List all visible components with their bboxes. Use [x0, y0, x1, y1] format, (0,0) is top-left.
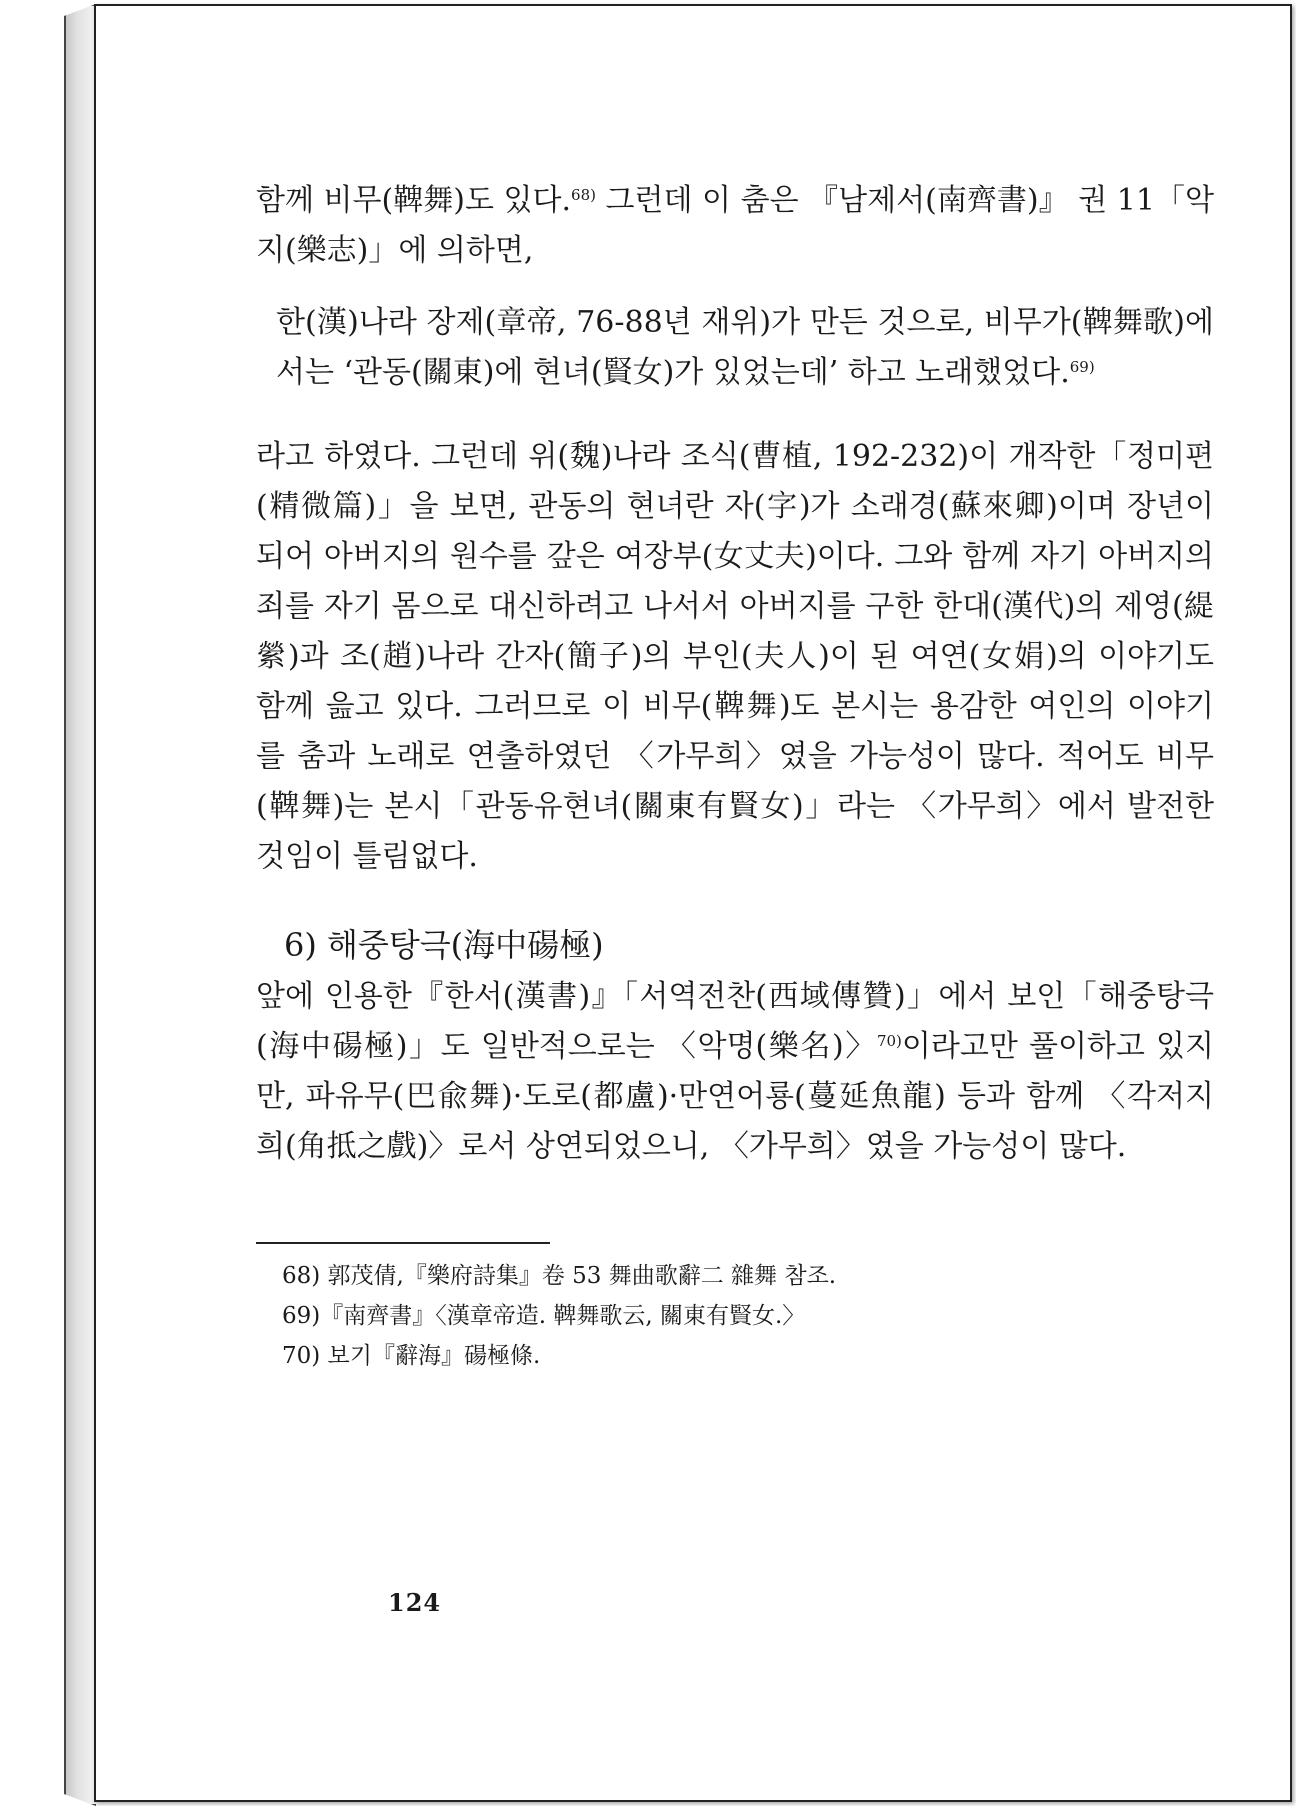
footnote-ref-69: 69) — [1069, 358, 1095, 376]
block-quote — [276, 298, 1214, 398]
footnote-ref-70: 70) — [876, 1032, 902, 1050]
footnote-70: 70) 보기『辭海』碭極條. — [282, 1343, 541, 1369]
paragraph-2: 라고 하였다. 그런데 위(魏)나라 조식(曹植, 192-232)이 개작한「정미편(精微篇)」을 보면, 관동의 현녀란 자(字)가 소래경(蘇來卿)이며 장년이 되어 아버지의 원수를 갚은 여장부(女丈夫)이다. 그와 함께 자기 아버지의 죄를 자기 몸으로 대신하려고 나서서 아버지를 구한 한대(漢代)의 제영(緹縈)과 조(趙)나라 간자(簡子)의 부인(夫人)이 된 여연(女娟)의 이야기도 함께 읊고 있다. 그러므로 이 비무(鞞舞)도 본시는 용감한 여인의 이야기를 춤과 노래로 연출하였던 〈가무희〉였을 가능성이 많다. 적어도 비무(鞞舞)는 본시「관동유현녀(關東有賢女)」라는 〈가무희〉에서 발전한 것임이 틀림없다. — [256, 439, 1214, 874]
book-page — [94, 4, 1292, 1802]
page-number: 124 — [388, 1588, 442, 1617]
footnotes — [282, 1256, 1214, 1376]
paragraph-3-text-a: 앞에 인용한『한서(漢書)』「서역전찬(西域傳贊)」에서 보인「해중탕극(海中碭極)」도 일반적으로는 〈악명(樂名)〉 — [256, 979, 1214, 1064]
block-quote-text: 한(漢)나라 장제(章帝, 76-88년 재위)가 만든 것으로, 비무가(鞞舞歌)에서는 ‘관동(關東)에 현녀(賢女)가 있었는데’ 하고 노래했었다. — [276, 305, 1214, 390]
page-body — [256, 176, 1214, 1376]
paragraph-3 — [256, 972, 1214, 1172]
paragraph-1-text-a: 함께 비무(鞞舞)도 있다. — [256, 183, 572, 218]
paragraph-1-text-b: 그런데 이 춤은 『남제서(南齊書)』 권 11「악지(樂志)」에 의하면, — [256, 183, 1214, 268]
footnote-68: 68) 郭茂倩,『樂府詩集』卷 53 舞曲歌辭二 雜舞 참조. — [282, 1263, 837, 1289]
paragraph-3-text-b: 이라고만 풀이하고 있지만, 파유무(巴兪舞)·도로(都盧)·만연어룡(蔓延魚龍) 등과 함께 〈각저지희(角抵之戲)〉로서 상연되었으니, 〈가무희〉였을 가능성이 많다. — [256, 1029, 1214, 1164]
section-heading: 6) 해중탕극(海中碭極) — [284, 926, 604, 964]
footnote-69: 69)『南齊書』〈漢章帝造. 鞞舞歌云, 關東有賢女.〉 — [282, 1303, 806, 1329]
footnote-divider — [256, 1242, 550, 1244]
footnote-ref-68: 68) — [571, 186, 596, 204]
book-spine — [64, 4, 96, 1806]
paragraph-1 — [256, 176, 1214, 276]
